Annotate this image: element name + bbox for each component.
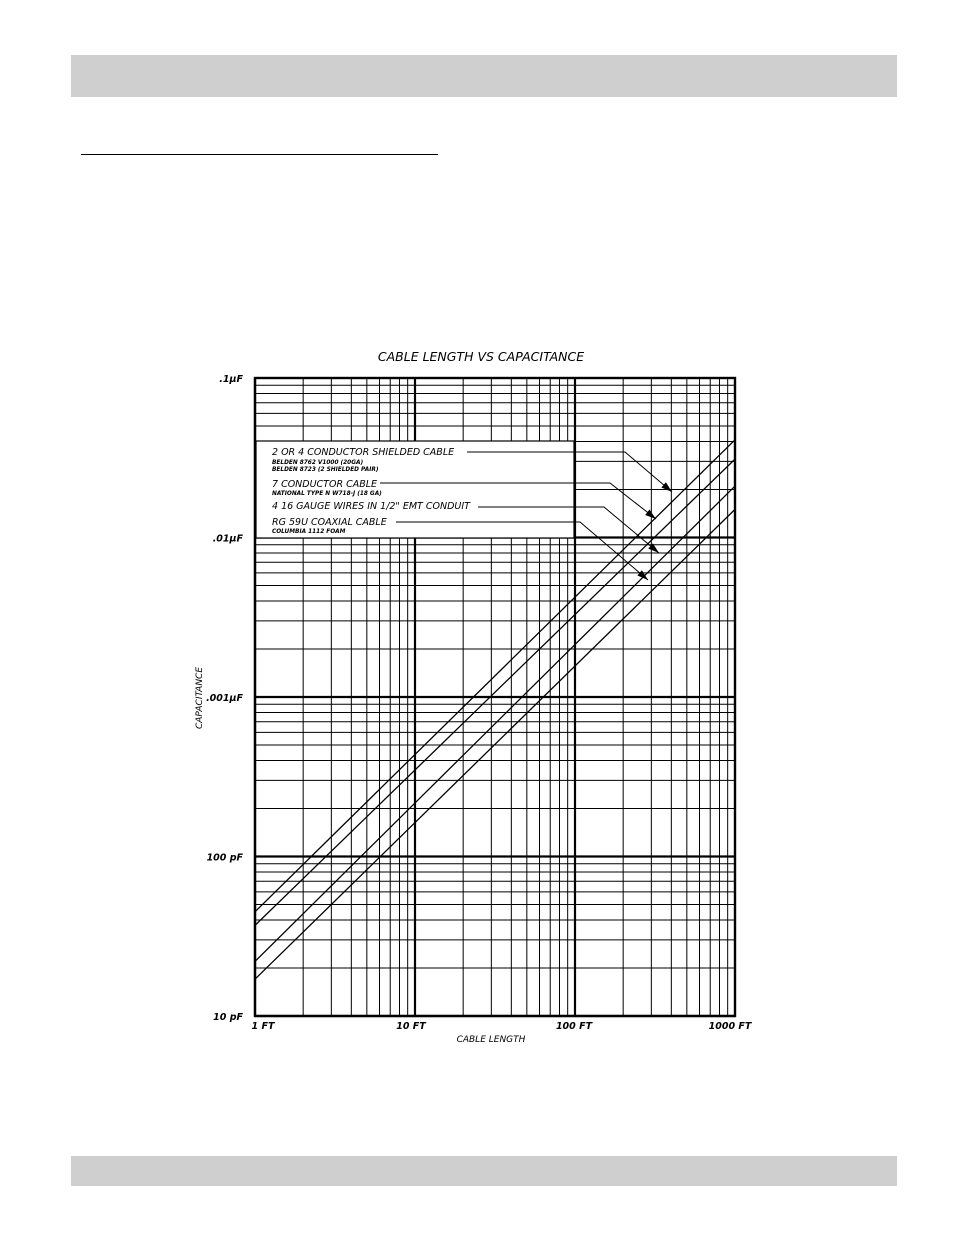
x-tick-label-2: 10 FT: [396, 1021, 426, 1032]
x-tick-label-1: 1 FT: [251, 1021, 275, 1032]
arrowhead-2: [645, 509, 656, 519]
legend-title-4: RG 59U COAXIAL CABLE: [272, 517, 387, 528]
x-axis-label: CABLE LENGTH: [456, 1035, 526, 1045]
y-tick-label-3: .001µF: [206, 693, 243, 704]
chart-title: CABLE LENGTH VS CAPACITANCE: [377, 349, 585, 364]
legend-sub-4-1: COLUMBIA 1112 FOAM: [272, 529, 346, 535]
y-tick-label-5: .1µF: [219, 374, 243, 385]
y-tick-label-4: .01µF: [212, 533, 243, 545]
legend-title-3: 4 16 GAUGE WIRES IN 1/2" EMT CONDUIT: [272, 501, 470, 512]
y-tick-label-2: 100 pF: [206, 852, 243, 864]
legend-sub-1-2: BELDEN 8723 (2 SHIELDED PAIR): [272, 467, 379, 473]
y-axis-label: CAPACITANCE: [195, 666, 205, 730]
series-line-3: [255, 486, 735, 961]
x-tick-label-4: 1000 FT: [708, 1021, 752, 1032]
footer-band: [71, 1156, 897, 1186]
legend-title-2: 7 CONDUCTOR CABLE: [272, 479, 378, 490]
legend: [256, 441, 574, 538]
legend-sub-1-1: BELDEN 8762 V1000 (20GA): [272, 460, 364, 466]
x-tick-label-3: 100 FT: [555, 1021, 593, 1032]
y-tick-label-1: 10 pF: [213, 1012, 243, 1023]
legend-title-1: 2 OR 4 CONDUCTOR SHIELDED CABLE: [272, 447, 455, 458]
series-line-4: [255, 509, 735, 979]
legend-sub-2-1: NATIONAL TYPE N W718-J (18 GA): [272, 491, 382, 497]
